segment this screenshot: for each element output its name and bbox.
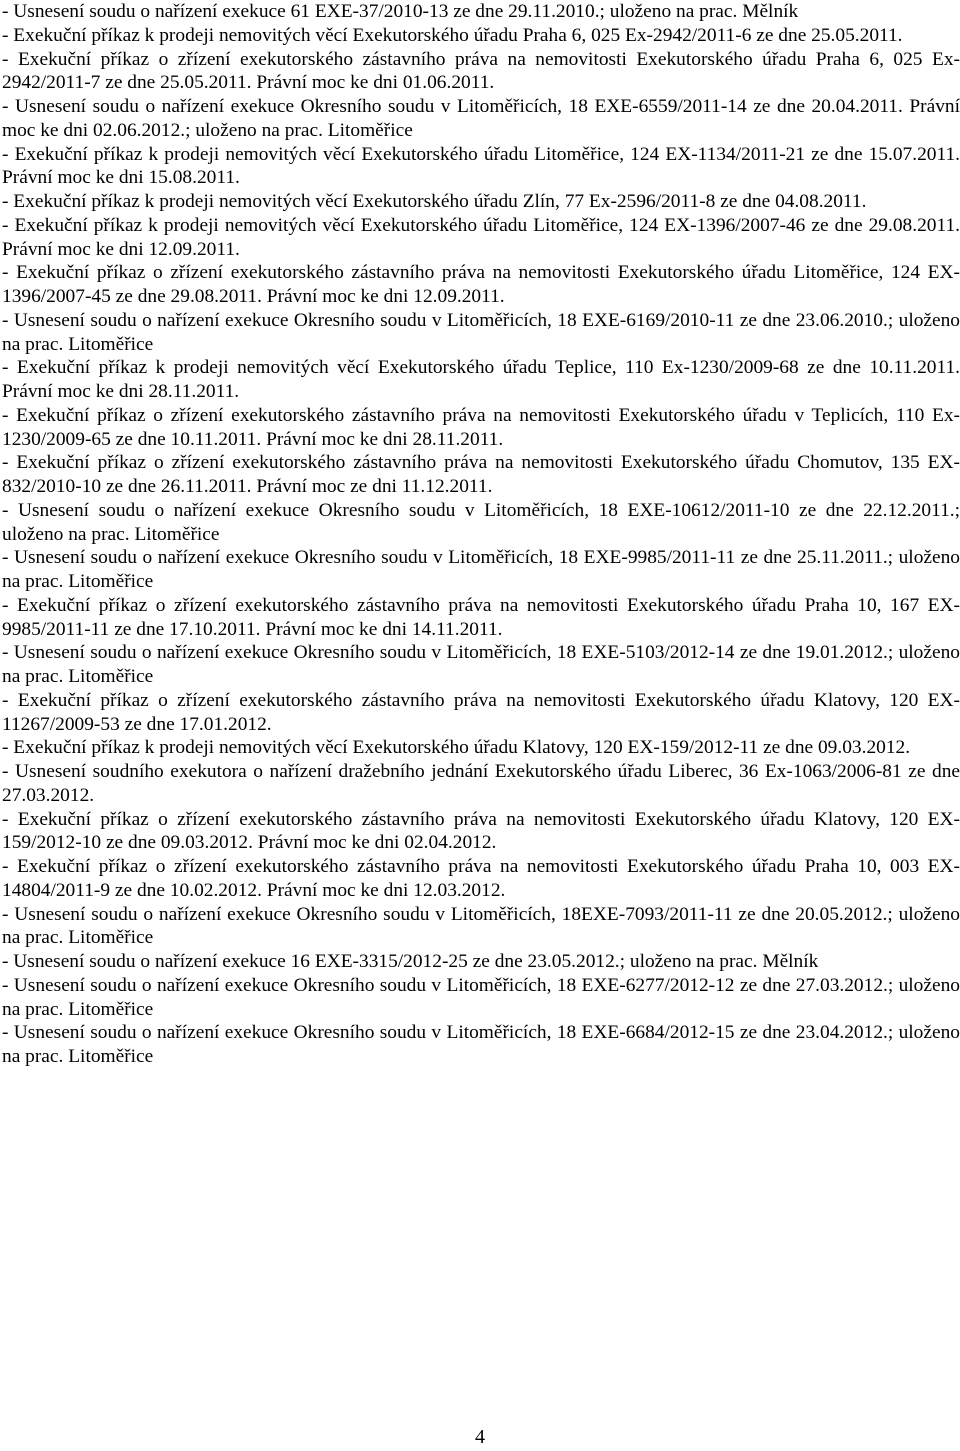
list-item: - Usnesení soudu o nařízení exekuce Okresního soudu v Litoměřicích, 18 EXE-6277/2012-12 ze dne 27.03.2012.; uloženo na prac. Litoměřice: [2, 974, 960, 1020]
list-item: - Usnesení soudu o nařízení exekuce Okresního soudu v Litoměřicích, 18 EXE-10612/2011-10 ze dne 22.12.2011.; uloženo na prac. Litoměřice: [2, 499, 960, 545]
list-item: - Exekuční příkaz o zřízení exekutorského zástavního práva na nemovitosti Exekutorského úřadu v Teplicích, 110 Ex-1230/2009-65 ze dne 10.11.2011. Právní moc ke dni 28.11.2011.: [2, 404, 960, 450]
list-item: - Exekuční příkaz k prodeji nemovitých věcí Exekutorského úřadu Litoměřice, 124 EX-1134/2011-21 ze dne 15.07.2011. Právní moc ke dni 15.08.2011.: [2, 143, 960, 189]
list-item: - Usnesení soudu o nařízení exekuce Okresního soudu v Litoměřicích, 18 EXE-6559/2011-14 ze dne 20.04.2011. Právní moc ke dni 02.06.2012.; uloženo na prac. Litoměřice: [2, 96, 960, 141]
list-item: - Exekuční příkaz o zřízení exekutorského zástavního práva na nemovitosti Exekutorského úřadu Chomutov, 135 EX-832/2010-10 ze dne 26.11.2011. Právní moc ze dni 11.12.2011.: [2, 452, 960, 497]
list-item: - Exekuční příkaz o zřízení exekutorského zástavního práva na nemovitosti Exekutorského úřadu Litoměřice, 124 EX-1396/2007-45 ze dne 29.08.2011. Právní moc ke dni 12.09.2011.: [2, 262, 960, 307]
list-item: - Usnesení soudu o nařízení exekuce Okresního soudu v Litoměřicích, 18 EXE-9985/2011-11 ze dne 25.11.2011.; uloženo na prac. Litoměřice: [2, 547, 960, 592]
list-item: - Exekuční příkaz o zřízení exekutorského zástavního práva na nemovitosti Exekutorského úřadu Klatovy, 120 EX-11267/2009-53 ze dne 17.01.2012.: [2, 689, 960, 735]
list-item: - Exekuční příkaz k prodeji nemovitých věcí Exekutorského úřadu Klatovy, 120 EX-159/2012-11 ze dne 09.03.2012.: [2, 737, 911, 759]
list-item: - Exekuční příkaz o zřízení exekutorského zástavního práva na nemovitosti Exekutorského úřadu Praha 10, 003 EX-14804/2011-9 ze dne 10.02.2012. Právní moc ke dni 12.03.2012.: [2, 856, 960, 901]
list-item: - Usnesení soudu o nařízení exekuce Okresního soudu v Litoměřicích, 18 EXE-5103/2012-14 ze dne 19.01.2012.; uloženo na prac. Litoměřice: [2, 642, 960, 687]
list-item: - Exekuční příkaz o zřízení exekutorského zástavního práva na nemovitosti Exekutorského úřadu Praha 6, 025 Ex-2942/2011-7 ze dne 25.05.2011. Právní moc ke dni 01.06.2011.: [2, 48, 960, 94]
list-item: - Usnesení soudu o nařízení exekuce 61 EXE-37/2010-13 ze dne 29.11.2010.; uloženo na prac. Mělník: [2, 1, 799, 22]
list-item: - Exekuční příkaz o zřízení exekutorského zástavního práva na nemovitosti Exekutorského úřadu Praha 10, 167 EX-9985/2011-11 ze dne 17.10.2011. Právní moc ke dni 14.11.2011.: [2, 594, 960, 640]
list-item: - Usnesení soudu o nařízení exekuce Okresního soudu v Litoměřicích, 18 EXE-6684/2012-15 ze dne 23.04.2012.; uloženo na prac. Litoměřice: [2, 1022, 960, 1067]
entry-list: [2, 0, 960, 1069]
list-item: - Usnesení soudu o nařízení exekuce 16 EXE-3315/2012-25 ze dne 23.05.2012.; uloženo na prac. Mělník: [2, 951, 819, 972]
page-number: 4: [475, 1426, 485, 1448]
list-item: - Usnesení soudního exekutora o nařízení dražebního jednání Exekutorského úřadu Liberec, 36 Ex-1063/2006-81 ze dne 27.03.2012.: [2, 761, 960, 806]
list-item: - Exekuční příkaz o zřízení exekutorského zástavního práva na nemovitosti Exekutorského úřadu Klatovy, 120 EX-159/2012-10 ze dne 09.03.2012. Právní moc ke dni 02.04.2012.: [2, 808, 960, 854]
list-item: - Exekuční příkaz k prodeji nemovitých věcí Exekutorského úřadu Zlín, 77 Ex-2596/2011-8 ze dne 04.08.2011.: [2, 191, 867, 212]
list-item: - Exekuční příkaz k prodeji nemovitých věcí Exekutorského úřadu Teplice, 110 Ex-1230/2009-68 ze dne 10.11.2011. Právní moc ke dni 28.11.2011.: [2, 357, 960, 402]
list-item: - Exekuční příkaz k prodeji nemovitých věcí Exekutorského úřadu Litoměřice, 124 EX-1396/2007-46 ze dne 29.08.2011. Právní moc ke dni 12.09.2011.: [2, 214, 960, 260]
list-item: - Exekuční příkaz k prodeji nemovitých věcí Exekutorského úřadu Praha 6, 025 Ex-2942/2011-6 ze dne 25.05.2011.: [2, 24, 903, 46]
list-item: - Usnesení soudu o nařízení exekuce Okresního soudu v Litoměřicích, 18EXE-7093/2011-11 ze dne 20.05.2012.; uloženo na prac. Litoměřice: [2, 903, 960, 949]
list-item: - Usnesení soudu o nařízení exekuce Okresního soudu v Litoměřicích, 18 EXE-6169/2010-11 ze dne 23.06.2010.; uloženo na prac. Litoměřice: [2, 309, 960, 355]
